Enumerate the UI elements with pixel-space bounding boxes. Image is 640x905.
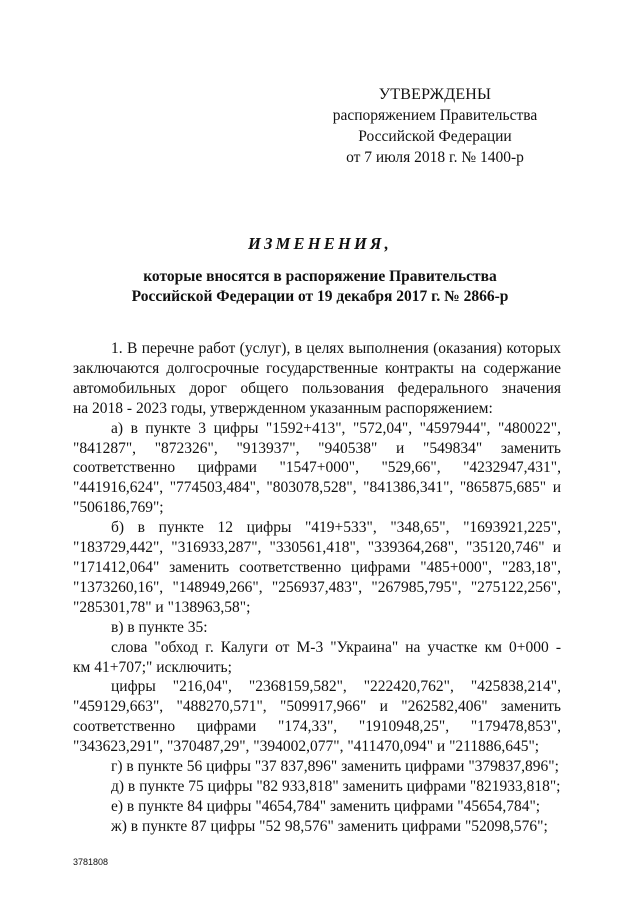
text-line: е) в пункте 84 цифры "4654,784" заменить цифрами "45654,784"; <box>111 797 541 815</box>
document-title: ИЗМЕНЕНИЯ, <box>248 234 392 253</box>
text-line: слова "обход г. Калуги от М-3 "Украина" на участке км 0+000 - <box>111 638 561 656</box>
paragraph <box>73 419 561 519</box>
text-line: б) в пункте 12 цифры "419+533", "348,65", "1693921,225", <box>111 519 561 537</box>
paragraph <box>73 618 561 638</box>
document-title-block <box>0 233 640 307</box>
text-line: км 41+707;" исключить; <box>73 658 232 676</box>
approval-date-number: от 7 июля 2018 г. № 1400-р <box>346 149 524 166</box>
text-line: "1373260,16", "148949,266", "256937,483", "267985,795", "275122,256", <box>73 578 561 596</box>
text-line: соответственно цифрами "1547+000", "529,66", "4232947,431", <box>73 459 561 477</box>
text-line: д) в пункте 75 цифры "82 933,818" заменить цифрами "821933,818"; <box>111 777 561 795</box>
text-line: "459129,663", "488270,571", "509917,966" и "262582,406" заменить <box>73 698 561 716</box>
text-line: цифры "216,04", "2368159,582", "222420,762", "425838,214", <box>111 678 561 696</box>
text-line: "285301,78" и "138963,58"; <box>73 598 251 616</box>
text-line: г) в пункте 56 цифры "37 837,896" заменить цифрами "379837,896"; <box>111 758 559 776</box>
paragraph <box>73 797 561 817</box>
paragraph <box>73 518 561 618</box>
paragraph <box>73 677 561 757</box>
paragraph <box>73 757 561 777</box>
text-line: а) в пункте 3 цифры "1592+413", "572,04", "4597944", "480022", <box>111 419 561 437</box>
approval-block <box>330 84 540 168</box>
approval-line: распоряжением Правительства <box>332 107 538 124</box>
paragraph <box>73 817 561 837</box>
paragraph <box>73 638 561 678</box>
text-line: "183729,442", "316933,287", "330561,418", "339364,268", "35120,746" и <box>73 539 561 557</box>
paragraph <box>73 777 561 797</box>
footer-code: 3781808 <box>73 857 109 867</box>
document-subtitle <box>0 267 640 307</box>
text-line: в) в пункте 35: <box>111 618 208 636</box>
text-line: на 2018 - 2023 годы, утвержденном указанным распоряжением: <box>73 399 493 417</box>
text-line: "506186,769"; <box>73 499 164 517</box>
text-line: автомобильных дорог общего пользования федерального значения <box>73 379 561 397</box>
text-line: "171412,064" заменить соответственно цифрами "485+000", "283,18", <box>73 558 561 576</box>
approval-line: Российской Федерации <box>358 128 512 145</box>
paragraph <box>73 339 561 419</box>
subtitle-line: которые вносятся в распоряжение Правительства <box>143 268 497 285</box>
approval-heading: УТВЕРЖДЕНЫ <box>378 86 492 103</box>
text-line: "441916,624", "774503,484", "803078,528", "841386,341", "865875,685" и <box>73 479 561 497</box>
subtitle-line: Российской Федерации от 19 декабря 2017 г. № 2866-р <box>131 288 509 305</box>
text-line: соответственно цифрами "174,33", "1910948,25", "179478,853", <box>73 718 561 736</box>
text-line: "343623,291", "370487,29", "394002,077", "411470,094" и "211886,645"; <box>73 738 540 756</box>
text-line: 1. В перечне работ (услуг), в целях выполнения (оказания) которых <box>111 340 561 357</box>
text-line: "841287", "872326", "913937", "940538" и "549834" заменить <box>73 439 561 457</box>
document-body <box>73 339 561 837</box>
text-line: ж) в пункте 87 цифры "52 98,576" заменить цифрами "52098,576"; <box>111 817 548 835</box>
text-line: заключаются долгосрочные государственные контракты на содержание <box>73 359 561 377</box>
